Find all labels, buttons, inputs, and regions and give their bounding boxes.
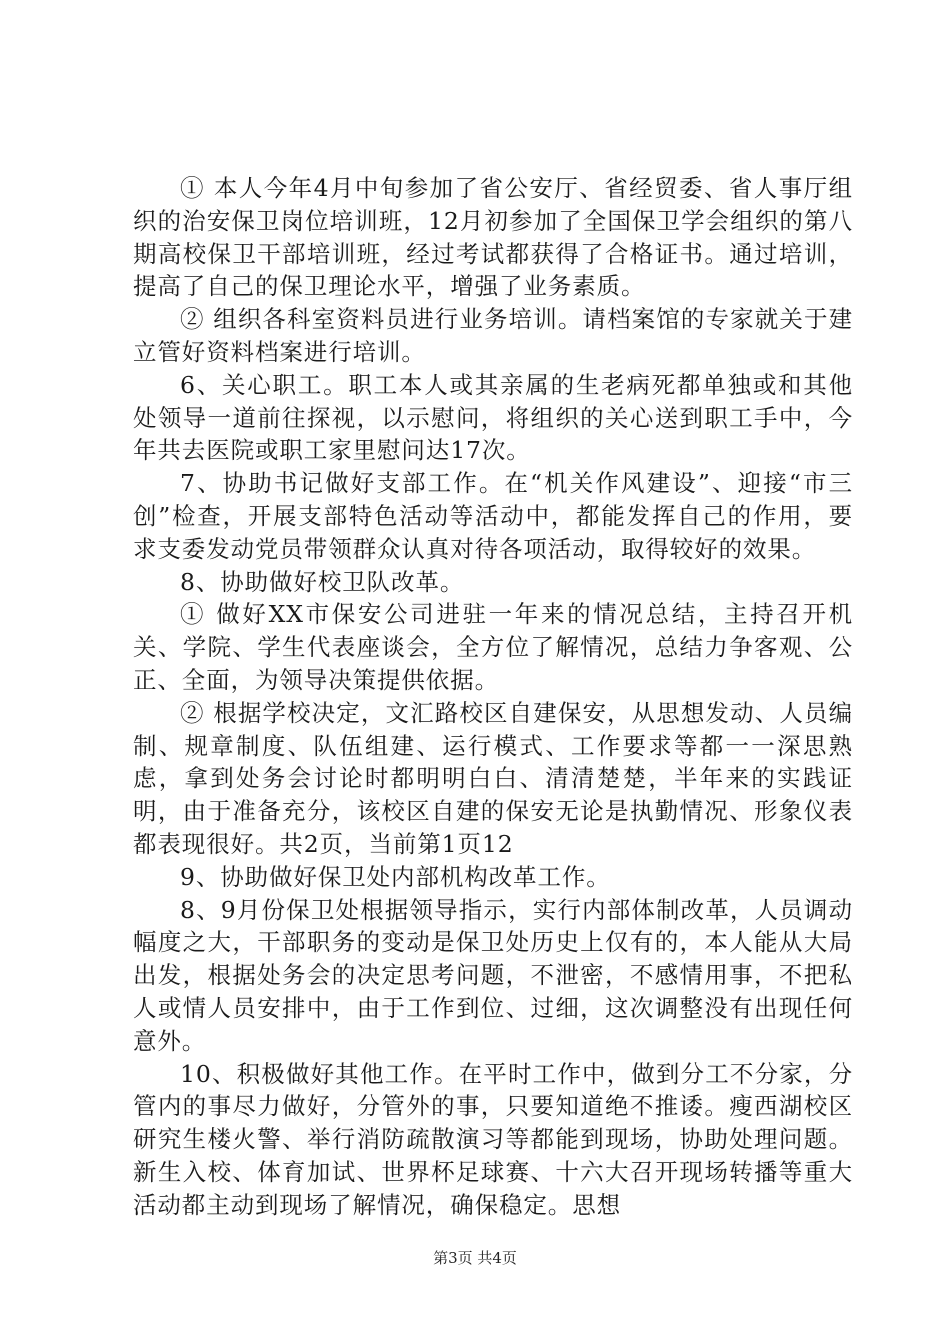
paragraph-party-branch: 7、协助书记做好支部工作。在“机关作风建设”、迎接“市三创”检查，开展支部特色活动等活动中，都能发挥自己的作用，要求支委发动党员带领群众认真对待各项活动，取得较好的效果。 <box>133 469 853 563</box>
paragraph-guard-reform-1: ① 做好XX市保安公司进驻一年来的情况总结，主持召开机关、学院、学生代表座谈会，全方位了解情况，总结力争客观、公正、全面，为领导决策提供依据。 <box>133 600 853 694</box>
paragraph-guard-reform-2: ② 根据学校决定，文汇路校区自建保安，从思想发动、人员编制、规章制度、队伍组建、运行模式、工作要求等都一一深思熟虑，拿到处务会讨论时都明明白白、清清楚楚，半年来的实践证明，由于准备充分，该校区自建的保安无论是执勤情况、形象仪表都表现很好。共2页，当前第1页12 <box>133 698 853 858</box>
paragraph-training-1: ① 本人今年4月中旬参加了省公安厅、省经贸委、省人事厅组织的治安保卫岗位培训班，12月初参加了全国保卫学会组织的第八期高校保卫干部培训班，经过考试都获得了合格证书。通过培训，提高了自己的保卫理论水平，增强了业务素质。 <box>133 174 853 301</box>
paragraph-other-work: 10、积极做好其他工作。在平时工作中，做到分工不分家，分管内的事尽力做好，分管外的事，只要知道绝不推诿。瘦西湖校区研究生楼火警、举行消防疏散演习等都能到现场，协助处理问题。新生入校、体育加试、世界杯足球赛、十六大召开现场转播等重大活动都主动到现场了解情况，确保稳定。思想 <box>133 1059 853 1219</box>
paragraph-care-staff: 6、关心职工。职工本人或其亲属的生老病死都单独或和其他处领导一道前往探视，以示慰问，将组织的关心送到职工手中，今年共去医院或职工家里慰问达17次。 <box>133 370 853 465</box>
paragraph-internal-reform-heading: 9、协助做好保卫处内部机构改革工作。 <box>180 862 611 891</box>
page-footer: 第3页 共4页 <box>433 1249 517 1267</box>
document-body <box>133 172 853 1222</box>
paragraph-training-2: ② 组织各科室资料员进行业务培训。请档案馆的专家就关于建立管好资料档案进行培训。 <box>133 305 853 366</box>
paragraph-internal-reform: 8、9月份保卫处根据领导指示，实行内部体制改革，人员调动幅度之大，干部职务的变动是保卫处历史上仅有的，本人能从大局出发，根据处务会的决定思考问题，不泄密，不感情用事，不把私人或情人员安排中，由于工作到位、过细，这次调整没有出现任何意外。 <box>133 895 853 1055</box>
paragraph-guard-reform-heading: 8、协助做好校卫队改革。 <box>180 567 465 596</box>
